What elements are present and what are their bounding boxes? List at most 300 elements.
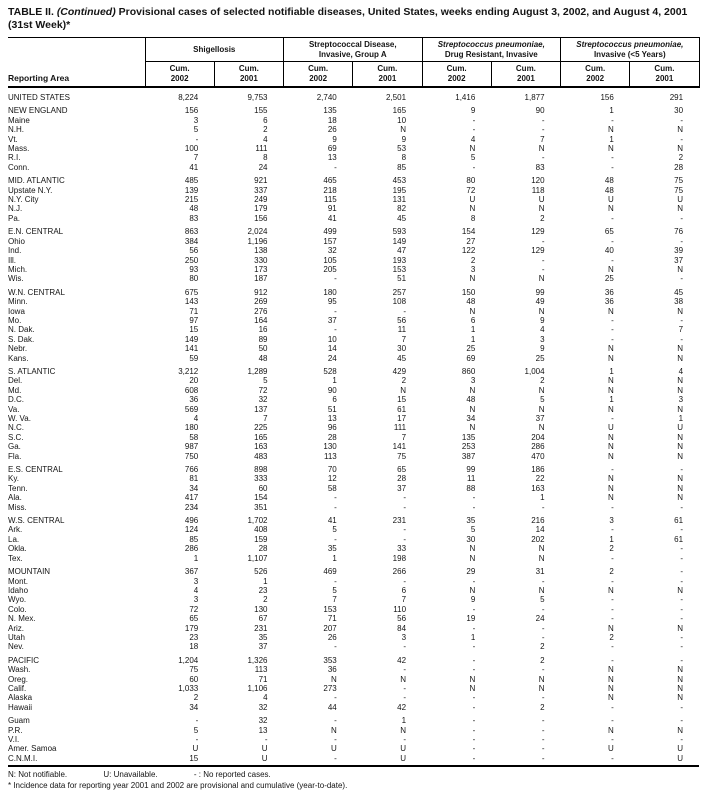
row-label: Wis. (8, 274, 24, 284)
cell: - (541, 716, 545, 726)
cell: 15 (145, 754, 214, 766)
cell: N (469, 385, 476, 395)
row-label: Colo. (8, 604, 27, 614)
cell: 41 (327, 213, 337, 223)
cell: 5 (332, 525, 337, 535)
cell: - (680, 595, 684, 605)
cell: 2 (609, 567, 614, 577)
cell: - (680, 604, 684, 614)
cell: 10 (397, 115, 407, 125)
cell: 7 (678, 325, 684, 335)
cell: 120 (531, 176, 545, 186)
cell: 48 (604, 185, 614, 195)
cell: - (611, 614, 614, 624)
cell: N (400, 674, 407, 684)
cell: U (192, 744, 199, 754)
cell: N (677, 493, 684, 503)
cell: 14 (327, 344, 337, 354)
cell: 72 (189, 604, 199, 614)
cell: - (403, 306, 407, 316)
cell: 23 (189, 632, 199, 642)
cell: 37 (674, 255, 684, 265)
row-label: Mich. (8, 264, 28, 274)
cell: - (680, 735, 684, 744)
cell: N (538, 553, 545, 563)
row-label: Mo. (8, 315, 22, 325)
table-row (8, 153, 699, 162)
table-row (8, 586, 699, 595)
cell: - (611, 115, 614, 125)
cell: 118 (531, 185, 545, 195)
cell: 85 (189, 534, 199, 544)
cell: N (677, 385, 684, 395)
cell: 70 (327, 465, 337, 475)
row-label: La. (8, 534, 20, 544)
cell: - (284, 754, 353, 766)
cell: 250 (184, 255, 199, 265)
cell: 36 (604, 287, 614, 297)
cell: N (677, 353, 684, 363)
subcolumn-header-7: Cum. 2002 (561, 62, 630, 88)
cell: 1 (609, 534, 614, 544)
table-row (8, 265, 699, 274)
row-label: UNITED STATES (8, 93, 70, 102)
cell: - (680, 614, 684, 624)
cell: 47 (397, 246, 407, 256)
cell: 113 (324, 451, 337, 461)
cell: 9 (540, 315, 545, 325)
cell: 37 (397, 483, 407, 493)
subcolumn-header-4: Cum. 2001 (353, 62, 422, 88)
cell: 81 (189, 474, 199, 484)
cell: - (680, 315, 684, 325)
row-label: Miss. (8, 502, 27, 512)
cell: N (608, 665, 614, 675)
cell: 25 (535, 353, 545, 363)
cell: 179 (254, 204, 268, 214)
cell: 337 (254, 185, 268, 195)
cell: 9 (470, 595, 476, 605)
cell: 28 (258, 544, 268, 554)
cell: N (538, 585, 545, 595)
cell: - (195, 735, 199, 744)
cell: - (334, 534, 337, 544)
cell: N (677, 306, 684, 316)
cell: 3 (193, 115, 199, 125)
cell: 25 (466, 344, 476, 354)
cell: N (608, 376, 614, 386)
cell: - (472, 716, 476, 726)
cell: 113 (254, 665, 268, 675)
cell: N (469, 585, 476, 595)
cell: N (677, 474, 684, 484)
cell: 97 (189, 315, 199, 325)
cell: 1 (470, 334, 476, 344)
subcolumn-header-3: Cum. 2002 (284, 62, 353, 88)
table-row (8, 684, 699, 693)
cell: - (611, 576, 614, 586)
cell: 28 (327, 432, 337, 442)
cell: - (334, 274, 337, 284)
cell: - (403, 576, 407, 586)
table-row (8, 316, 699, 325)
reporting-area-header: Reporting Area (8, 38, 145, 88)
row-label: Iowa (8, 306, 25, 316)
cell: - (195, 134, 199, 144)
cell: U (608, 744, 614, 754)
cell: - (403, 683, 407, 693)
column-group-header-3: Streptococcus pneumoniae, Drug Resistant, Invasive (422, 38, 561, 62)
cell: N (469, 144, 476, 154)
row-label: MID. ATLANTIC (8, 176, 65, 186)
cell: - (541, 744, 545, 754)
cell: 22 (535, 474, 545, 484)
cell: 156 (600, 93, 614, 102)
table-row (8, 754, 699, 766)
cell: N (469, 274, 476, 284)
table-row (8, 297, 699, 306)
cell: N (608, 693, 614, 703)
footnote-legend (8, 770, 699, 780)
cell: - (472, 493, 476, 503)
cell: N (677, 451, 684, 461)
cell: 333 (254, 474, 268, 484)
cell: - (472, 115, 476, 125)
cell: 36 (604, 297, 614, 307)
cell: 108 (392, 297, 407, 307)
cell: 2,024 (247, 227, 268, 237)
footnotes (8, 770, 699, 791)
table-title-text: Provisional cases of selected notifiable diseases, United States, weeks ending August 3, 2002, and August 4, 2001 (31st Week)* (8, 6, 688, 31)
row-label: N.C. (8, 423, 24, 433)
cell: 139 (184, 185, 199, 195)
cell: 124 (184, 525, 199, 535)
cell: - (611, 236, 614, 246)
column-group-header-4: Streptococcus pneumoniae, Invasive (<5 Years) (561, 38, 700, 62)
row-label: Alaska (8, 693, 33, 703)
cell: 28 (674, 162, 684, 172)
cell: N (608, 204, 614, 214)
table-row (8, 186, 699, 195)
cell: 234 (184, 502, 199, 512)
cell: 3 (470, 376, 476, 386)
cell: - (472, 576, 476, 586)
cell: 39 (674, 246, 684, 256)
cell: - (680, 465, 684, 475)
cell: 56 (397, 614, 407, 624)
cell: N (538, 674, 545, 684)
cell: 13 (327, 414, 337, 423)
row-label: Va. (8, 404, 20, 414)
cell: 31 (535, 567, 545, 577)
cell: N (538, 544, 545, 554)
row-label: D.C. (8, 395, 24, 405)
cell: 207 (323, 623, 337, 633)
cell: 34 (189, 702, 199, 712)
cell: 1,877 (524, 93, 545, 102)
cell: - (472, 642, 476, 652)
cell: 93 (189, 264, 199, 274)
row-label: N.H. (8, 125, 24, 135)
cell: 80 (189, 274, 199, 284)
cell: 1 (470, 632, 476, 642)
cell: U (608, 195, 614, 205)
cell: 155 (254, 106, 268, 116)
cell: - (472, 502, 476, 512)
cell: - (611, 702, 614, 712)
cell: 129 (531, 246, 545, 256)
cell: N (677, 442, 684, 452)
table-row (8, 693, 699, 702)
cell: 2 (540, 702, 545, 712)
table-row (8, 354, 699, 363)
subcolumn-header-6: Cum. 2001 (491, 62, 560, 88)
cell: N (469, 544, 476, 554)
cell: 18 (327, 115, 337, 125)
cell: 2 (609, 544, 614, 554)
row-label: NEW ENGLAND (8, 106, 68, 116)
cell: - (403, 502, 407, 512)
cell: 3 (540, 334, 545, 344)
cell: 35 (466, 516, 476, 526)
cell: 8 (263, 153, 268, 163)
cell: 51 (397, 274, 407, 284)
cell: 273 (323, 683, 337, 693)
cell: 2 (401, 376, 407, 386)
cell: 38 (674, 297, 684, 307)
table-row (8, 605, 699, 614)
subcolumn-header-5: Cum. 2002 (422, 62, 491, 88)
cell: 1,204 (178, 655, 199, 665)
cell: 593 (392, 227, 407, 237)
cell: 2 (540, 376, 545, 386)
cell: - (403, 693, 407, 703)
cell: - (472, 162, 476, 172)
cell: 429 (392, 366, 407, 376)
cell: 37 (327, 315, 337, 325)
row-label: C.N.M.I. (8, 754, 145, 766)
footnote-not-notifiable: N: Not notifiable. (8, 770, 68, 780)
cell: 202 (531, 534, 545, 544)
cell: 149 (184, 334, 199, 344)
cell: 65 (189, 614, 199, 624)
table-row (8, 395, 699, 404)
table-row (8, 703, 699, 712)
cell: N (469, 306, 476, 316)
cell: - (541, 623, 545, 633)
row-label: Conn. (8, 162, 30, 172)
row-label: PACIFIC (8, 655, 39, 665)
cell: N (400, 385, 407, 395)
cell: - (472, 623, 476, 633)
cell: 204 (531, 432, 545, 442)
table-row (8, 125, 699, 134)
cell: 26 (327, 632, 337, 642)
cell: 165 (254, 432, 268, 442)
cell: 71 (258, 674, 268, 684)
row-label: W.N. CENTRAL (8, 287, 65, 297)
table-row (8, 325, 699, 334)
cell: 249 (254, 195, 268, 205)
row-label: Nebr. (8, 344, 28, 354)
cell: N (400, 725, 407, 735)
cell: 1,702 (247, 516, 268, 526)
cell: - (611, 325, 614, 335)
cell: 6 (332, 395, 337, 405)
cell: U (353, 754, 422, 766)
cell: N (608, 674, 614, 684)
cell: 3 (193, 595, 199, 605)
cell: 6 (470, 315, 476, 325)
cell: 5 (540, 595, 545, 605)
cell: 2 (540, 213, 545, 223)
cell: 15 (397, 395, 407, 405)
table-row (8, 376, 699, 385)
cell: 2 (540, 655, 545, 665)
cell: 42 (397, 655, 407, 665)
cell: - (472, 735, 476, 744)
row-label: Vt. (8, 134, 18, 144)
cell: - (541, 665, 545, 675)
table-row (8, 554, 699, 563)
cell: 2 (263, 125, 268, 135)
cell: 56 (397, 315, 407, 325)
cell: 173 (254, 264, 268, 274)
cell: - (334, 576, 337, 586)
cell: 2 (470, 255, 476, 265)
cell: - (611, 153, 614, 163)
cell: 24 (535, 614, 545, 624)
cell: 9 (332, 134, 337, 144)
cell: - (680, 502, 684, 512)
cell: 61 (397, 404, 407, 414)
cell: N (608, 451, 614, 461)
row-label: MOUNTAIN (8, 567, 51, 577)
cell: 135 (323, 106, 337, 116)
cell: 608 (184, 385, 199, 395)
cell: 266 (392, 567, 407, 577)
cell: 291 (669, 93, 684, 102)
row-label: E.N. CENTRAL (8, 227, 64, 237)
cell: - (334, 693, 337, 703)
table-row (8, 595, 699, 604)
cell: - (541, 576, 545, 586)
cell: 215 (184, 195, 199, 205)
cell: 32 (258, 716, 268, 726)
cell: - (334, 716, 337, 726)
table-row (8, 493, 699, 502)
cell: 53 (397, 144, 407, 154)
cell: 65 (397, 465, 407, 475)
cell: 23 (258, 585, 268, 595)
cell: 138 (254, 246, 268, 256)
cell: - (611, 334, 614, 344)
cell: - (680, 115, 684, 125)
cell: N (677, 623, 684, 633)
table-row (8, 176, 699, 185)
cell: - (680, 642, 684, 652)
cell: 5 (470, 153, 476, 163)
cell: 225 (254, 423, 268, 433)
cell: - (334, 502, 337, 512)
cell: - (472, 725, 476, 735)
cell: - (472, 655, 476, 665)
cell: 16 (258, 325, 268, 335)
cell: N (330, 674, 337, 684)
cell: 28 (397, 474, 407, 484)
cell: 7 (401, 432, 407, 442)
cell: N (538, 423, 545, 433)
cell: - (334, 493, 337, 503)
cell: - (403, 665, 407, 675)
cell: - (334, 642, 337, 652)
cell: 61 (674, 516, 684, 526)
cell: 45 (397, 213, 407, 223)
table-row (8, 535, 699, 544)
cell: - (472, 693, 476, 703)
cell: 860 (461, 366, 476, 376)
cell: - (680, 134, 684, 144)
subcolumn-header-1: Cum. 2002 (145, 62, 214, 88)
cell: 231 (392, 516, 407, 526)
cell: - (680, 274, 684, 284)
cell: 130 (323, 442, 337, 452)
cell: 3 (401, 632, 407, 642)
table-row (8, 335, 699, 344)
cell: - (541, 115, 545, 125)
table-row (8, 484, 699, 493)
cell: N (608, 385, 614, 395)
cell: 269 (254, 297, 268, 307)
cell: 4 (470, 134, 476, 144)
row-label: Wash. (8, 665, 31, 675)
cell: 1,416 (455, 93, 476, 102)
cell: 40 (604, 246, 614, 256)
cell: 65 (604, 227, 614, 237)
cell: - (611, 642, 614, 652)
cell: 2 (263, 595, 268, 605)
row-label: Tenn. (8, 483, 28, 493)
cell: 921 (254, 176, 268, 186)
row-label: Nev. (8, 642, 24, 652)
cell: N (538, 274, 545, 284)
cell: 149 (392, 236, 407, 246)
cell: 384 (184, 236, 199, 246)
cell: 496 (184, 516, 199, 526)
row-label: N. Dak. (8, 325, 35, 335)
cell: N (469, 683, 476, 693)
cell: 367 (184, 567, 199, 577)
cell: U (330, 744, 337, 754)
row-label: Guam (8, 716, 30, 726)
cell: 9,753 (247, 93, 268, 102)
cell: 5 (540, 395, 545, 405)
cell: 1 (609, 366, 614, 376)
cell: - (334, 735, 337, 744)
cell: 110 (393, 604, 407, 614)
cell: 216 (531, 516, 545, 526)
cell: 5 (263, 376, 268, 386)
table-row (8, 405, 699, 414)
cell: 19 (466, 614, 476, 624)
table-row (8, 744, 699, 753)
cell: 156 (184, 106, 199, 116)
cell: 5 (193, 125, 199, 135)
table-row (8, 633, 699, 642)
cell: 42 (397, 702, 407, 712)
cell: 569 (184, 404, 199, 414)
cell: 129 (531, 227, 545, 237)
